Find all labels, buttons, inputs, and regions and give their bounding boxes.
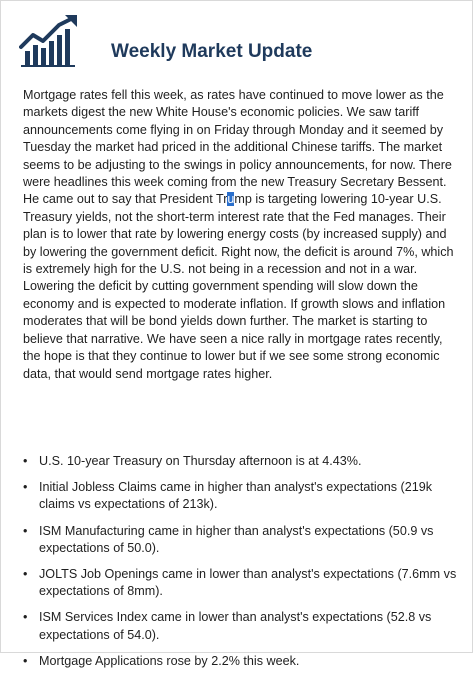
list-item (23, 479, 457, 513)
paragraph-text-part-1: Mortgage rates fell this week, as rates have continued to move lower as the markets digest the new White House's economic policies. We saw tariff announcements come flying in on Friday through Monday and it seemed by Tuesday the market had priced in the additional Chinese tariffs. The market seems to be adjusting to the swings in policy announcements, for now. There were headlines this week coming from the new Treasury Secretary Bessent. He came out to say that President Tr (23, 88, 452, 207)
list-item-text: U.S. 10-year Treasury on Thursday afternoon is at 4.43%. (39, 454, 362, 468)
rising-chart-icon (19, 15, 81, 67)
list-item-text: Mortgage Applications rose by 2.2% this week. (39, 653, 300, 668)
list-item-text: JOLTS Job Openings came in lower than analyst's expectations (7.6mm vs expectations of 8mm). (39, 567, 457, 599)
bullet-icon: • (23, 567, 28, 582)
text-selection-highlight: u (227, 192, 235, 207)
market-commentary-paragraph (23, 87, 457, 383)
list-item (23, 653, 457, 670)
list-item (23, 609, 457, 643)
header (19, 15, 459, 71)
list-item-text: Initial Jobless Claims came in higher than analyst's expectations (219k claims vs expectations of 213k). (39, 480, 433, 512)
bullet-icon: • (23, 610, 28, 625)
list-item (23, 566, 457, 600)
page-title: Weekly Market Update (111, 41, 313, 62)
economic-data-list (23, 453, 457, 679)
bullet-icon: • (23, 480, 28, 495)
bullet-icon: • (23, 653, 28, 668)
bullet-icon: • (23, 523, 28, 538)
bullet-icon: • (23, 454, 28, 468)
list-item (23, 523, 457, 557)
list-item-text: ISM Manufacturing came in higher than analyst's expectations (50.9 vs expectations of 50.0). (39, 523, 434, 555)
list-item (23, 453, 457, 470)
list-item-text: ISM Services Index came in lower than analyst's expectations (52.8 vs expectations of 54.0). (39, 610, 432, 642)
paragraph-text-part-2: mp is targeting lowering 10-year U.S. Treasury yields, not the short-term interest rate that the Fed manages. Their plan is to lower that rate by lowering energy costs (by increased supply) and by lowering the government deficit. Right now, the deficit is around 7%, which is extremely high for the U.S. not being in a recession and not in a war. Lowering the deficit by cutting government spending will slow down the economy and is expected to moderate inflation. If growth slows and inflation moderates that will be bond yields down further. The market is starting to believe that narrative. We have seen a nice rally in mortgage rates recently, the hope is that they continue to lower but if we see some strong economic data, that would send mortgage rates higher. (23, 192, 454, 381)
